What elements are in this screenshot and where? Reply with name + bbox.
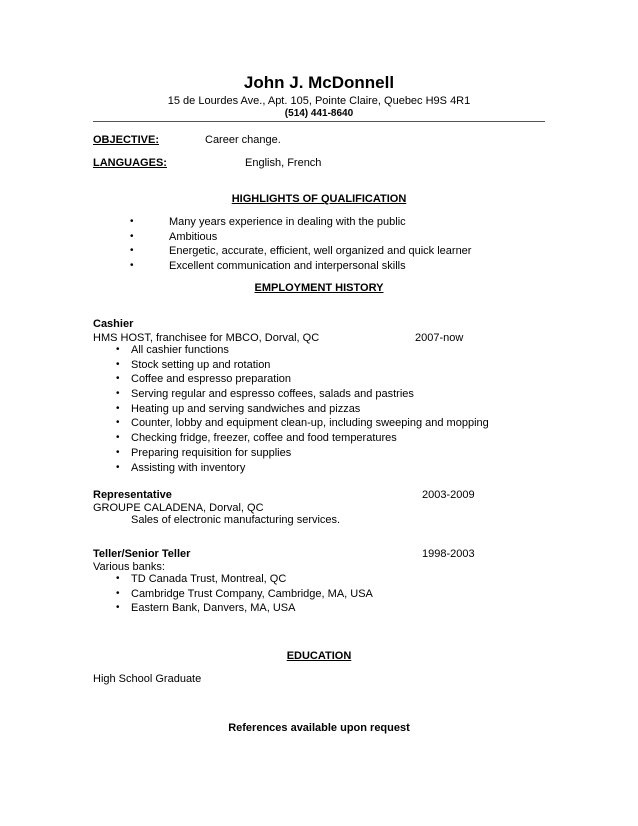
bullet-icon: • (116, 461, 120, 473)
languages-label: LANGUAGES: (93, 157, 167, 169)
bullet-icon: • (116, 388, 120, 400)
objective-label: OBJECTIVE: (93, 134, 160, 146)
bullet-icon: • (130, 216, 134, 227)
education-value: High School Graduate (93, 673, 202, 685)
job-dates-representative: 2003-2009 (422, 489, 475, 501)
bullet-icon: • (116, 446, 120, 458)
resume-name: John J. McDonnell (243, 73, 395, 92)
bullet-icon: • (116, 344, 120, 355)
bullet-icon: • (130, 260, 134, 272)
bullet-icon: • (130, 230, 134, 242)
bullet-icon: • (116, 573, 120, 584)
resume-address: 15 de Lourdes Ave., Apt. 105, Pointe Claire, Quebec H9S 4R1 (167, 95, 471, 107)
header-divider (93, 121, 545, 122)
job-employer-cashier: HMS HOST, franchisee for MBCO, Dorval, QC (93, 332, 320, 344)
job-title-cashier: Cashier (93, 318, 134, 330)
languages-value: English, French (245, 157, 322, 169)
job-description-representative: Sales of electronic manufacturing services. (131, 514, 341, 526)
references-note: References available upon request (228, 722, 410, 734)
bullet-icon: • (116, 358, 120, 370)
education-heading: EDUCATION (286, 650, 352, 662)
job-dates-teller: 1998-2003 (422, 548, 475, 560)
job-title-teller: Teller/Senior Teller (93, 548, 191, 560)
employment-heading: EMPLOYMENT HISTORY (254, 282, 384, 294)
resume-phone: (514) 441-8640 (284, 108, 354, 119)
job-dates-cashier: 2007-now (415, 332, 464, 344)
objective-value: Career change. (205, 134, 281, 146)
job-employer-representative: GROUPE CALADENA, Dorval, QC (93, 502, 264, 514)
bullet-icon: • (116, 602, 120, 614)
bullet-icon: • (116, 402, 120, 414)
bullet-icon: • (116, 587, 120, 599)
bullet-icon: • (130, 245, 134, 257)
bullet-icon: • (116, 417, 120, 429)
bullet-icon: • (116, 373, 120, 385)
bullet-icon: • (116, 432, 120, 444)
job-title-representative: Representative (93, 489, 172, 501)
job-employer-teller: Various banks: (93, 561, 165, 573)
highlights-heading: HIGHLIGHTS OF QUALIFICATION (231, 193, 407, 205)
